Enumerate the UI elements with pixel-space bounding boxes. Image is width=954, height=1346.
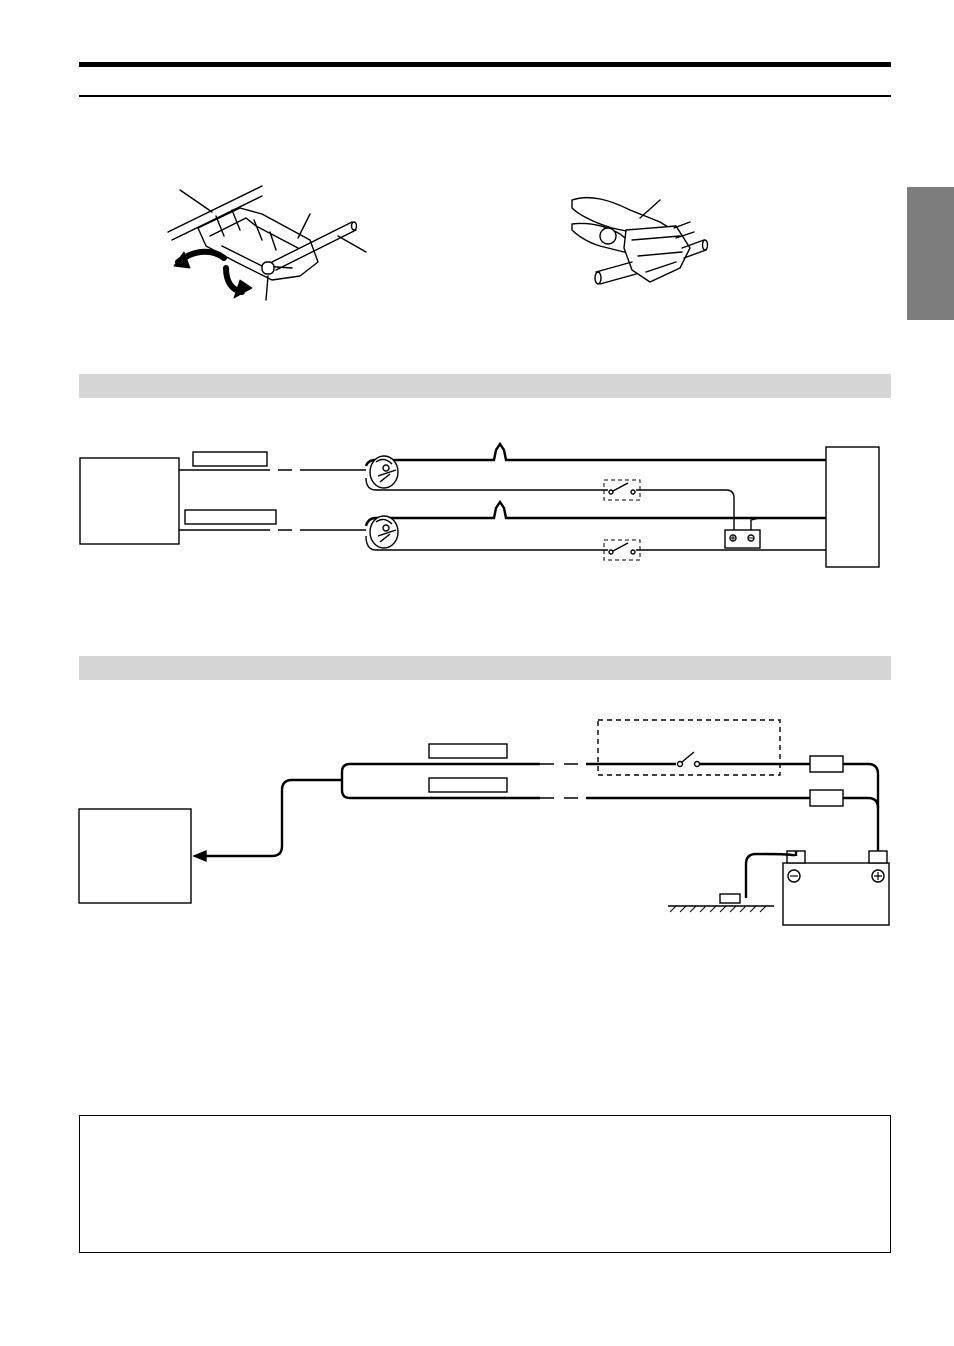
ignition-switch-area xyxy=(598,720,780,775)
wire-label-box-3 xyxy=(429,744,507,758)
battery-icon xyxy=(783,851,889,925)
note-box xyxy=(79,1115,891,1253)
fuse-icon xyxy=(810,756,843,772)
arrow-icon xyxy=(194,780,342,861)
switch-icon xyxy=(678,752,700,767)
ground-icon xyxy=(668,851,796,912)
fuse-icon xyxy=(810,790,843,806)
wire-label-box-4 xyxy=(429,778,507,792)
amplifier-unit-box xyxy=(79,809,191,903)
